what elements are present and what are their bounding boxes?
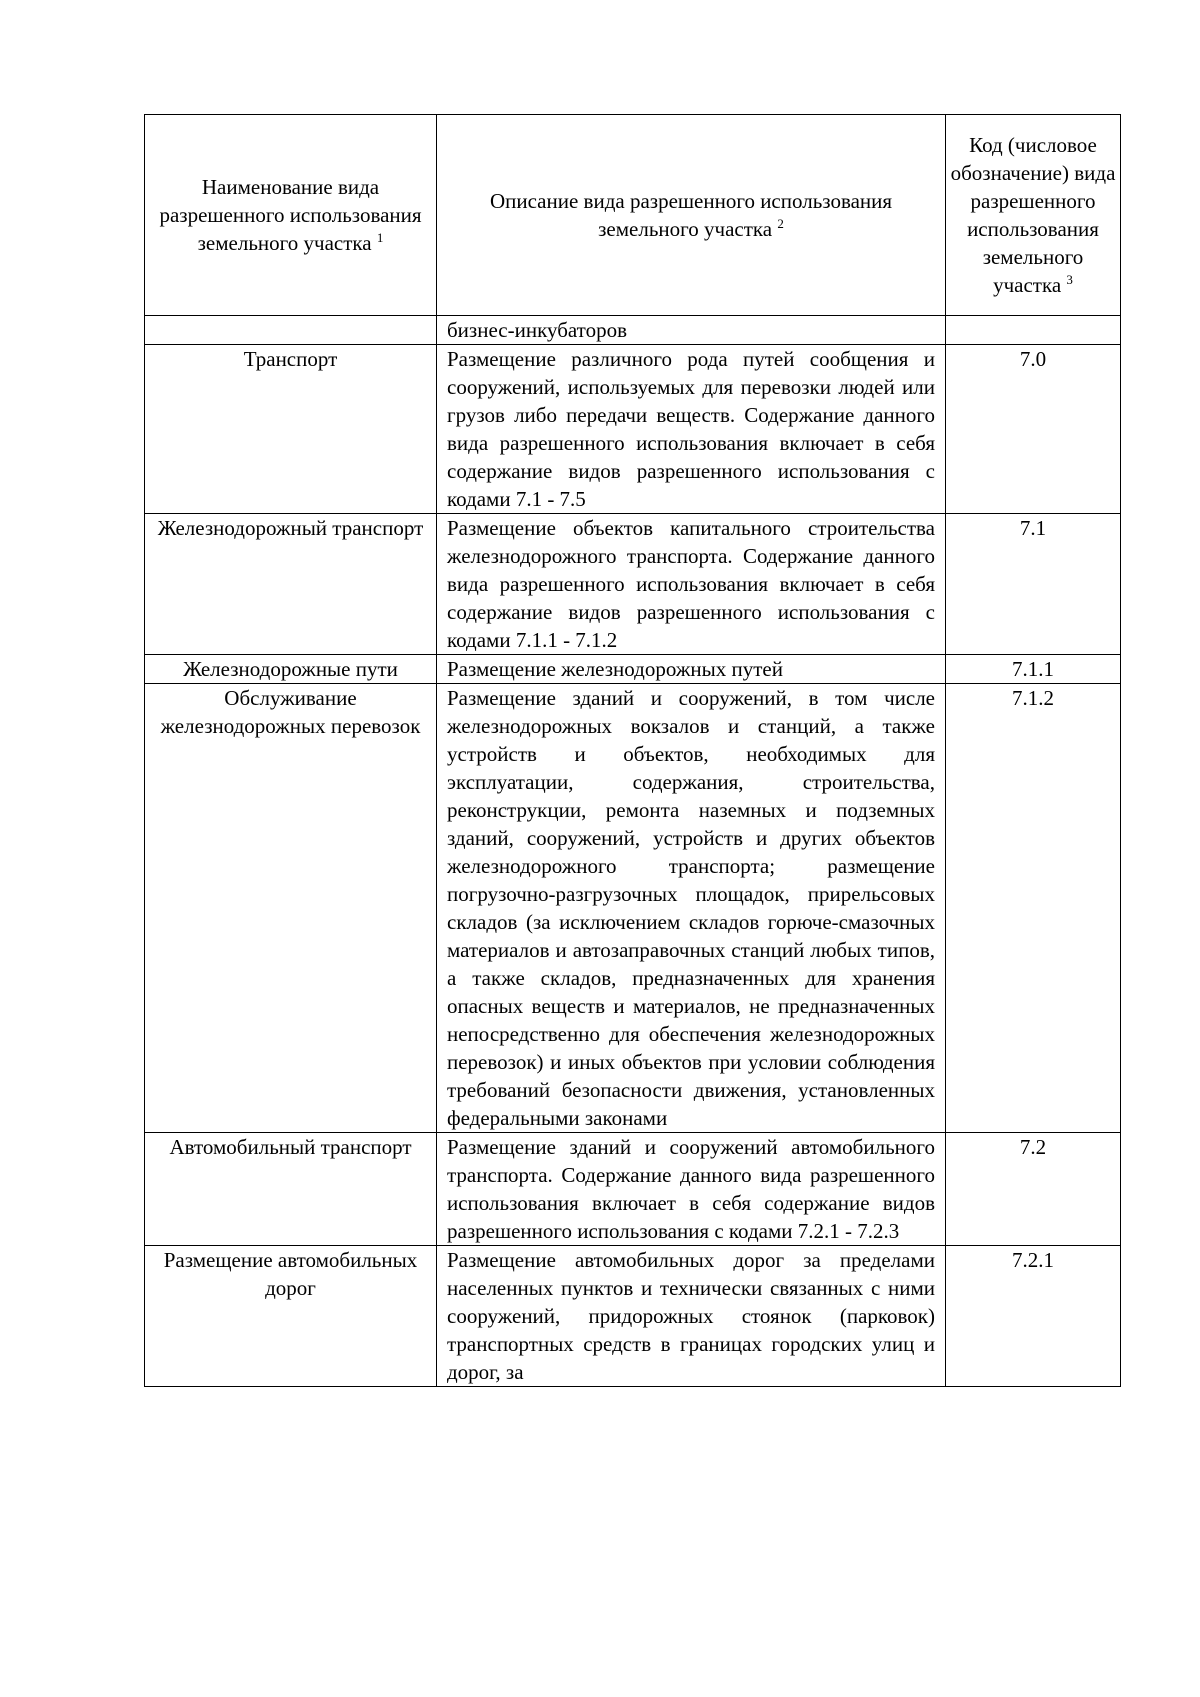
use-code-cell: 7.2.1 [946,1246,1121,1387]
use-description-cell: Размещение железнодорожных путей [437,655,946,684]
use-code-cell: 7.0 [946,345,1121,514]
use-code-cell: 7.1.2 [946,684,1121,1133]
header-description-text: Описание вида разрешенного использования земельного участка [489,189,893,241]
use-code-cell [946,316,1121,345]
header-name-text: Наименование вида разрешенного использования земельного участка [159,175,422,255]
table-row [145,684,1121,1133]
table-row [145,1133,1121,1246]
table-body [145,316,1121,1387]
header-code-text: Код (числовое обозначение) вида разрешенного использования земельного участка [950,133,1116,297]
footnote-2-marker: 2 [777,216,784,231]
table-row [145,345,1121,514]
footnote-3-marker: 3 [1066,272,1073,287]
use-name-cell: Железнодорожный транспорт [145,514,437,655]
use-code-cell: 7.1.1 [946,655,1121,684]
use-code-cell: 7.1 [946,514,1121,655]
header-code [946,115,1121,316]
use-name-cell [145,316,437,345]
land-use-table [144,114,1121,1387]
table-row [145,316,1121,345]
use-description-cell: Размещение зданий и сооружений автомобильного транспорта. Содержание данного вида разрешенного использования включает в себя содержание видов разрешенного использования с кодами 7.2.1 - 7.2.3 [437,1133,946,1246]
use-name-cell: Автомобильный транспорт [145,1133,437,1246]
use-description-cell: Размещение различного рода путей сообщения и сооружений, используемых для перевозки людей или грузов либо передачи веществ. Содержание данного вида разрешенного использования включает в себя содержание видов разрешенного использования с кодами 7.1 - 7.5 [437,345,946,514]
use-description-cell: бизнес-инкубаторов [437,316,946,345]
use-description-cell: Размещение зданий и сооружений, в том числе железнодорожных вокзалов и станций, а также устройств и объектов, необходимых для эксплуатации, содержания, строительства, реконструкции, ремонта наземных и подземных зданий, сооружений, устройств и других объектов железнодорожного транспорта; размещение погрузочно-разгрузочных площадок, прирельсовых складов (за исключением складов горюче-смазочных материалов и автозаправочных станций любых типов, а также складов, предназначенных для хранения опасных веществ и материалов, не предназначенных непосредственно для обеспечения железнодорожных перевозок) и иных объектов при условии соблюдения требований безопасности движения, установленных федеральными законами [437,684,946,1133]
use-description-cell: Размещение автомобильных дорог за пределами населенных пунктов и технически связанных с ними сооружений, придорожных стоянок (парковок) транспортных средств в границах городских улиц и дорог, за [437,1246,946,1387]
table-row [145,514,1121,655]
header-row [145,115,1121,316]
header-name [145,115,437,316]
table-header [145,115,1121,316]
use-name-cell: Размещение автомобильных дорог [145,1246,437,1387]
use-name-cell: Обслуживание железнодорожных перевозок [145,684,437,1133]
use-name-cell: Транспорт [145,345,437,514]
table-row [145,1246,1121,1387]
use-name-cell: Железнодорожные пути [145,655,437,684]
use-code-cell: 7.2 [946,1133,1121,1246]
header-description [437,115,946,316]
footnote-1-marker: 1 [376,230,384,245]
use-description-cell: Размещение объектов капитального строительства железнодорожного транспорта. Содержание данного вида разрешенного использования включает в себя содержание видов разрешенного использования с кодами 7.1.1 - 7.1.2 [437,514,946,655]
table-row [145,655,1121,684]
